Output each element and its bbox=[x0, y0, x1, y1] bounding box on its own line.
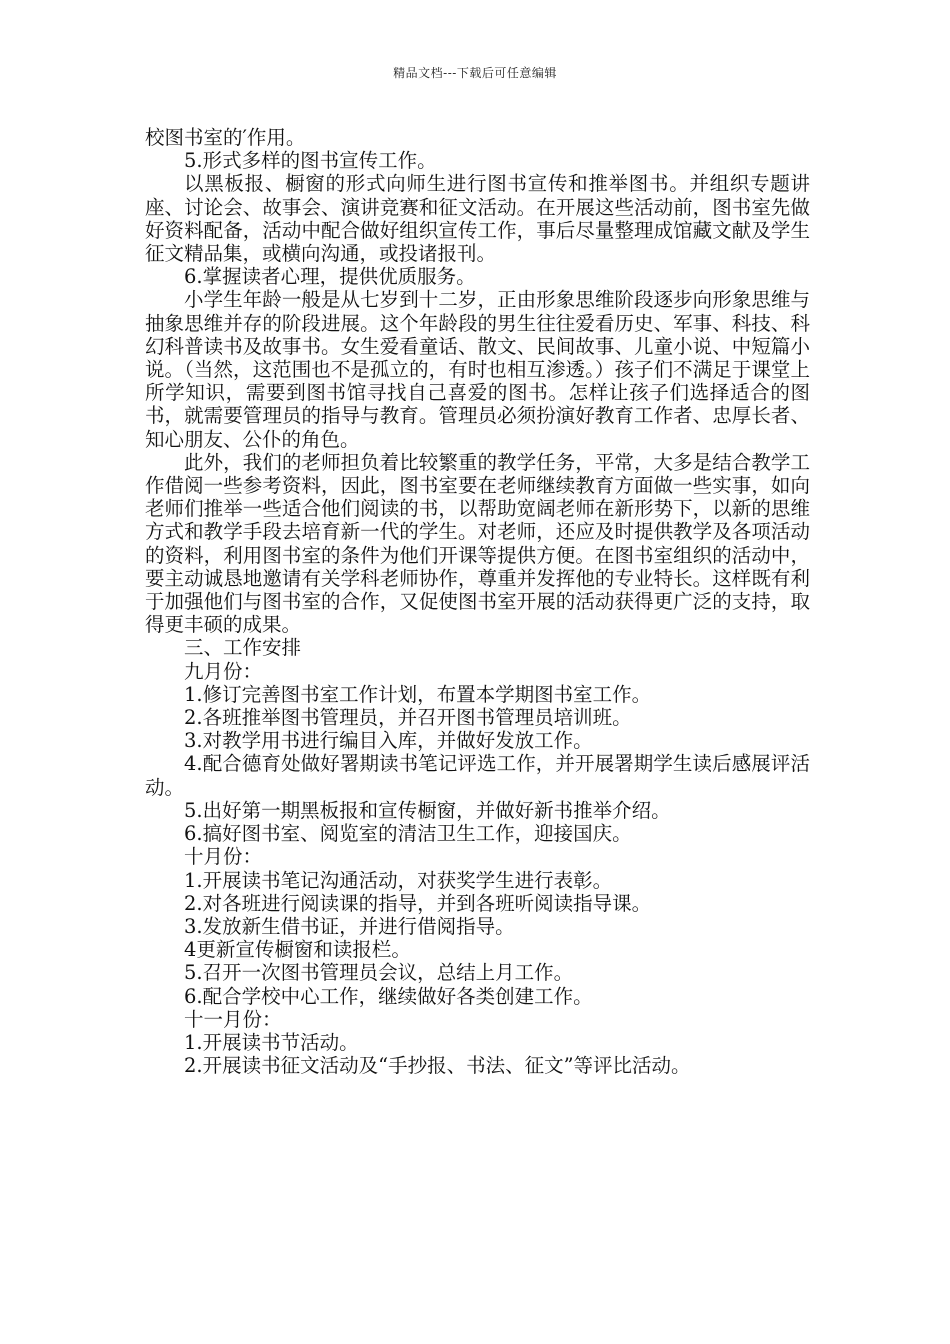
list-item: 3.发放新生借书证，并进行借阅指导。 bbox=[184, 914, 515, 938]
list-item: 3.对教学用书进行编目入库，并做好发放工作。 bbox=[184, 729, 593, 753]
paragraph: 校图书室的′作用。 bbox=[145, 126, 306, 149]
list-item: 6.配合学校中心工作，继续做好各类创建工作。 bbox=[184, 984, 593, 1008]
list-item: 5.召开一次图书管理员会议，总结上月工作。 bbox=[184, 961, 574, 985]
list-item: 6.搞好图书室、阅览室的清洁卫生工作，迎接国庆。 bbox=[184, 822, 632, 846]
month-heading: 十一月份： bbox=[184, 1007, 282, 1031]
paragraph: 以黑板报、橱窗的形式向师生进行图书宣传和推举图书。并组织专题讲座、讨论会、故事会、演讲竞赛和征文活动。在开展这些活动前，图书室先做好资料配备，活动中配合做好组织宣传工作，事后尽量整理成馆藏文献及学生征文精品集，或横向沟通，或投诸报刊。 bbox=[145, 172, 810, 266]
paragraph: 此外，我们的老师担负着比较繁重的教学任务，平常，大多是结合教学工作借阅一些参考资料，因此，图书室要在老师继续教育方面做一些实事，如向老师们推举一些适合他们阅读的书，以帮助宽阔老师在新形势下，以新的思维方式和教学手段去培育新一代的学生。对老师，还应及时提供教学及各项活动的资料，利用图书室的条件为他们开课等提供方便。在图书室组织的活动中，要主动诚恳地邀请有关学科老师协作，尊重并发挥他的专业特长。这样既有利于加强他们与图书室的合作，又促使图书室开展的活动获得更广泛的支持，取得更丰硕的成果。 bbox=[145, 450, 810, 637]
list-item: 1.修订完善图书室工作计划，布置本学期图书室工作。 bbox=[184, 682, 652, 706]
list-item: 2.开展读书征文活动及“手抄报、书法、征文”等评比活动。 bbox=[184, 1054, 691, 1078]
list-item: 4更新宣传橱窗和读报栏。 bbox=[184, 938, 411, 962]
section-heading: 三、工作安排 bbox=[184, 636, 302, 660]
paragraph: 6.掌握读者心理，提供优质服务。 bbox=[184, 265, 476, 289]
list-item: 5.出好第一期黑板报和宣传橱窗，并做好新书推举介绍。 bbox=[184, 798, 671, 822]
month-heading: 九月份： bbox=[184, 659, 263, 683]
page-header: 精品文档---下载后可任意编辑 bbox=[393, 66, 557, 80]
list-item: 2.各班推举图书管理员，并召开图书管理员培训班。 bbox=[184, 706, 632, 730]
paragraph: 5.形式多样的图书宣传工作。 bbox=[184, 149, 437, 173]
list-item: 4.配合德育处做好署期读书笔记评选工作，并开展署期学生读后感展评活动。 bbox=[145, 752, 810, 799]
list-item: 2.对各班进行阅读课的指导，并到各班听阅读指导课。 bbox=[184, 891, 652, 915]
document-body bbox=[145, 126, 810, 1077]
paragraph: 小学生年龄一般是从七岁到十二岁，正由形象思维阶段逐步向形象思维与抽象思维并存的阶段进展。这个年龄段的男生往往爱看历史、军事、科技、科幻科普读书及故事书。女生爱看童话、散文、民间故事、儿童小说、中短篇小说。（当然，这范围也不是孤立的，有时也相互渗透。）孩子们不满足于课堂上所学知识，需要到图书馆寻找自己喜爱的图书。怎样让孩子们选择适合的图书，就需要管理员的指导与教育。管理员必须扮演好教育工作者、忠厚长者、知心朋友、公仆的角色。 bbox=[145, 288, 810, 451]
list-item: 1.开展读书笔记沟通活动，对获奖学生进行表彰。 bbox=[184, 868, 613, 892]
month-heading: 十月份： bbox=[184, 845, 263, 869]
list-item: 1.开展读书节活动。 bbox=[184, 1030, 359, 1054]
